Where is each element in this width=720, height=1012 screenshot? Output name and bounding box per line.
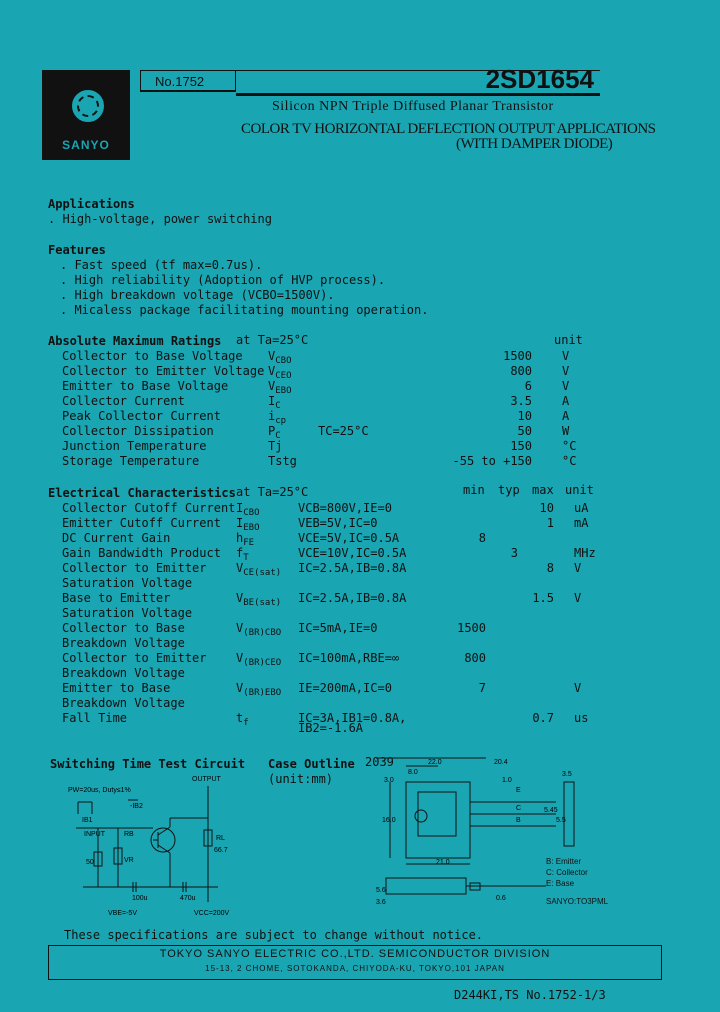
symbol: $V_{CE(sat)}$ — [236, 561, 282, 578]
elec-param-line2: Saturation Voltage — [62, 606, 193, 620]
dim-22: 22.0 — [428, 759, 442, 766]
abs-value: 150 — [510, 439, 532, 453]
elec-unit: mA — [574, 516, 589, 530]
symbol: Tstg — [268, 454, 297, 468]
elec-param: Collector to Emitter — [62, 651, 207, 665]
footer-address: 15-13, 2 CHOME, SOTOKANDA, CHIYODA-KU, TOKYO,101 JAPAN — [205, 964, 505, 973]
applications-heading: Applications — [48, 197, 135, 211]
symbol: $V_{EBO}$ — [268, 379, 292, 396]
abs-unit: °C — [562, 454, 577, 468]
switching-circuit-diagram — [58, 772, 238, 922]
case-unit: (unit:mm) — [268, 772, 334, 786]
circuit-50-label: 50 — [86, 859, 94, 866]
abs-param: Collector Dissipation — [62, 424, 214, 438]
dim-1: 1.0 — [502, 777, 512, 784]
elec-max: 8 — [546, 561, 554, 575]
feature-item: . High reliability (Adoption of HVP process). — [60, 273, 386, 287]
abs-condition: TC=25°C — [318, 424, 369, 438]
symbol: $i_{cp}$ — [268, 409, 287, 426]
abs-unit: A — [562, 394, 570, 408]
applications-item: . High-voltage, power switching — [48, 212, 272, 226]
symbol: $I_C$ — [268, 394, 281, 411]
abs-value: 50 — [517, 424, 532, 438]
circuit-rl-value: 66.7 — [214, 847, 228, 854]
dim-16: 16.0 — [382, 817, 396, 824]
symbol: $V_{(BR)CEO}$ — [236, 651, 282, 668]
symbol: Tj — [268, 439, 283, 453]
elec-condition: VCB=800V,IE=0 — [298, 501, 392, 515]
abs-unit: V — [562, 379, 570, 393]
elec-condition: IC=5mA,IE=0 — [298, 621, 378, 635]
elec-col-typ: typ — [498, 483, 520, 497]
sanyo-sun-icon — [72, 90, 104, 122]
doc-reference: D244KI,TS No.1752-1/3 — [454, 988, 606, 1002]
elec-param-line2: Breakdown Voltage — [62, 666, 185, 680]
features-heading: Features — [48, 243, 106, 257]
elec-condition-line2: IB2=-1.6A — [298, 721, 364, 735]
elec-unit: us — [574, 711, 589, 725]
circuit-rl-label: RL — [216, 835, 225, 842]
abs-unit: W — [562, 424, 570, 438]
symbol: $V_{BE(sat)}$ — [236, 591, 282, 608]
circuit-vcc-label: VCC=200V — [194, 910, 230, 917]
abs-value: 10 — [517, 409, 532, 423]
circuit-vbe-label: VBE=-5V — [108, 910, 137, 917]
symbol: $I_{CBO}$ — [236, 501, 260, 518]
elec-param: Gain Bandwidth Product — [62, 546, 221, 560]
elec-param-line2: Saturation Voltage — [62, 576, 193, 590]
elec-col-max: max — [532, 483, 554, 497]
dim-8: 8.0 — [408, 769, 418, 776]
abs-param: Storage Temperature — [62, 454, 200, 468]
brand-name: SANYO — [62, 138, 110, 152]
letter-c: C — [516, 805, 522, 812]
abs-unit: °C — [562, 439, 577, 453]
elec-condition: VCE=5V,IC=0.5A — [298, 531, 400, 545]
symbol: $P_C$ — [268, 424, 281, 441]
pin-legend-item: E: Base — [546, 879, 575, 888]
elec-param-line2: Breakdown Voltage — [62, 696, 185, 710]
spec-notice: These specifications are subject to change without notice. — [64, 928, 484, 942]
pin-legend — [546, 856, 588, 889]
elec-min: 800 — [464, 651, 486, 665]
abs-param: Emitter to Base Voltage — [62, 379, 229, 393]
abs-value: -55 to +150 — [452, 454, 532, 468]
elec-max: 0.7 — [532, 711, 554, 725]
symbol: $V_{CEO}$ — [268, 364, 292, 381]
elec-param: Collector Cutoff Current — [62, 501, 236, 515]
abs-max-unit-header: unit — [554, 333, 583, 347]
doc-number: No.1752 — [140, 70, 236, 92]
dim-21: 21.0 — [436, 859, 450, 866]
elec-unit: V — [574, 681, 582, 695]
symbol: $I_{EBO}$ — [236, 516, 260, 533]
elec-param: Collector to Base — [62, 621, 185, 635]
circuit-c100-label: 100u — [132, 895, 148, 902]
abs-value: 6 — [524, 379, 532, 393]
circuit-vr-label: VR — [124, 857, 134, 864]
symbol: $V_{(BR)EBO}$ — [236, 681, 282, 698]
letter-b: B — [516, 817, 521, 824]
abs-param: Collector to Emitter Voltage — [62, 364, 265, 378]
case-heading: Case Outline — [268, 757, 355, 771]
elec-heading: Electrical Characteristics — [48, 486, 236, 500]
feature-item: . High breakdown voltage (VCBO=1500V). — [60, 288, 335, 302]
elec-condition: IC=2.5A,IB=0.8A — [298, 591, 407, 605]
footer-company: TOKYO SANYO ELECTRIC CO.,LTD. SEMICONDUCTOR DIVISION — [159, 948, 551, 960]
dim-5-6: 5.6 — [376, 887, 386, 894]
symbol: $f_T$ — [236, 546, 249, 563]
application-title-line2: (WITH DAMPER DIODE) — [456, 136, 613, 152]
elec-param: Fall Time — [62, 711, 128, 725]
abs-unit: V — [562, 349, 570, 363]
dim-3-6: 3.6 — [376, 899, 386, 906]
elec-col-min: min — [463, 483, 485, 497]
circuit-output-label: OUTPUT — [192, 776, 221, 783]
symbol: $h_{FE}$ — [236, 531, 255, 548]
abs-param: Junction Temperature — [62, 439, 207, 453]
abs-value: 1500 — [503, 349, 532, 363]
elec-max: 1 — [546, 516, 554, 530]
case-number: 2039 — [365, 755, 394, 769]
symbol: $V_{(BR)CBO}$ — [236, 621, 282, 638]
elec-condition: IC=100mA,RBE=∞ — [298, 651, 400, 665]
elec-condition: VEB=5V,IC=0 — [298, 516, 378, 530]
elec-max: 1.5 — [532, 591, 554, 605]
application-title-line1: COLOR TV HORIZONTAL DEFLECTION OUTPUT APPLICATIONS — [241, 121, 656, 137]
part-number: 2SD1654 — [485, 64, 594, 94]
elec-min: 8 — [478, 531, 486, 545]
abs-param: Collector Current — [62, 394, 185, 408]
elec-param: Base to Emitter — [62, 591, 171, 605]
symbol: $t_f$ — [236, 711, 249, 728]
elec-condition: IC=2.5A,IB=0.8A — [298, 561, 407, 575]
abs-param: Peak Collector Current — [62, 409, 221, 423]
letter-e: E — [516, 787, 521, 794]
abs-max-heading: Absolute Maximum Ratings — [48, 334, 222, 348]
abs-unit: A — [562, 409, 570, 423]
elec-max: 10 — [539, 501, 554, 515]
circuit-ib2-label: -IB2 — [130, 803, 143, 810]
circuit-pw-label: PW=20us, Duty≤1% — [68, 787, 131, 794]
pin-legend-item: C: Collector — [546, 868, 588, 877]
feature-item: . Micaless package facilitating mounting operation. — [60, 303, 429, 317]
elec-condition: IC=3A,IB1=0.8A, — [298, 711, 407, 725]
dim-5-45: 5.45 — [544, 807, 558, 814]
elec-unit: MHz — [574, 546, 596, 560]
elec-unit: V — [574, 561, 582, 575]
elec-condition: at Ta=25°C — [236, 485, 309, 499]
elec-unit: uA — [574, 501, 589, 515]
elec-condition: IE=200mA,IC=0 — [298, 681, 392, 695]
pin-legend-item: B: Emitter — [546, 857, 582, 866]
package-name: SANYO:TO3PML — [546, 897, 609, 906]
elec-condition: VCE=10V,IC=0.5A — [298, 546, 407, 560]
switching-heading: Switching Time Test Circuit — [50, 757, 246, 771]
elec-param: Emitter Cutoff Current — [62, 516, 221, 530]
elec-param-line2: Breakdown Voltage — [62, 636, 185, 650]
abs-value: 800 — [510, 364, 532, 378]
dim-3-5: 3.5 — [562, 771, 572, 778]
dim-20-4: 20.4 — [494, 759, 508, 766]
elec-typ: 3 — [510, 546, 518, 560]
symbol: $V_{CBO}$ — [268, 349, 292, 366]
circuit-input-label: INPUT — [84, 831, 105, 838]
dim-0-6: 0.6 — [496, 895, 506, 902]
abs-value: 3.5 — [510, 394, 532, 408]
sanyo-logo — [42, 70, 130, 160]
abs-param: Collector to Base Voltage — [62, 349, 243, 363]
device-subtitle: Silicon NPN Triple Diffused Planar Transistor — [272, 99, 554, 114]
circuit-rb-label: RB — [124, 831, 134, 838]
company-footer — [48, 945, 662, 980]
elec-col-unit: unit — [565, 483, 594, 497]
elec-min: 7 — [478, 681, 486, 695]
dim-5-5: 5.5 — [556, 817, 566, 824]
elec-param: Collector to Emitter — [62, 561, 207, 575]
elec-min: 1500 — [457, 621, 486, 635]
circuit-c470-label: 470u — [180, 895, 196, 902]
abs-max-condition: at Ta=25°C — [236, 333, 309, 347]
circuit-ib1-label: IB1 — [82, 817, 93, 824]
feature-item: . Fast speed (tf max=0.7us). — [60, 258, 263, 272]
elec-unit: V — [574, 591, 582, 605]
dim-3: 3.0 — [384, 777, 394, 784]
abs-unit: V — [562, 364, 570, 378]
elec-param: Emitter to Base — [62, 681, 171, 695]
elec-param: DC Current Gain — [62, 531, 171, 545]
